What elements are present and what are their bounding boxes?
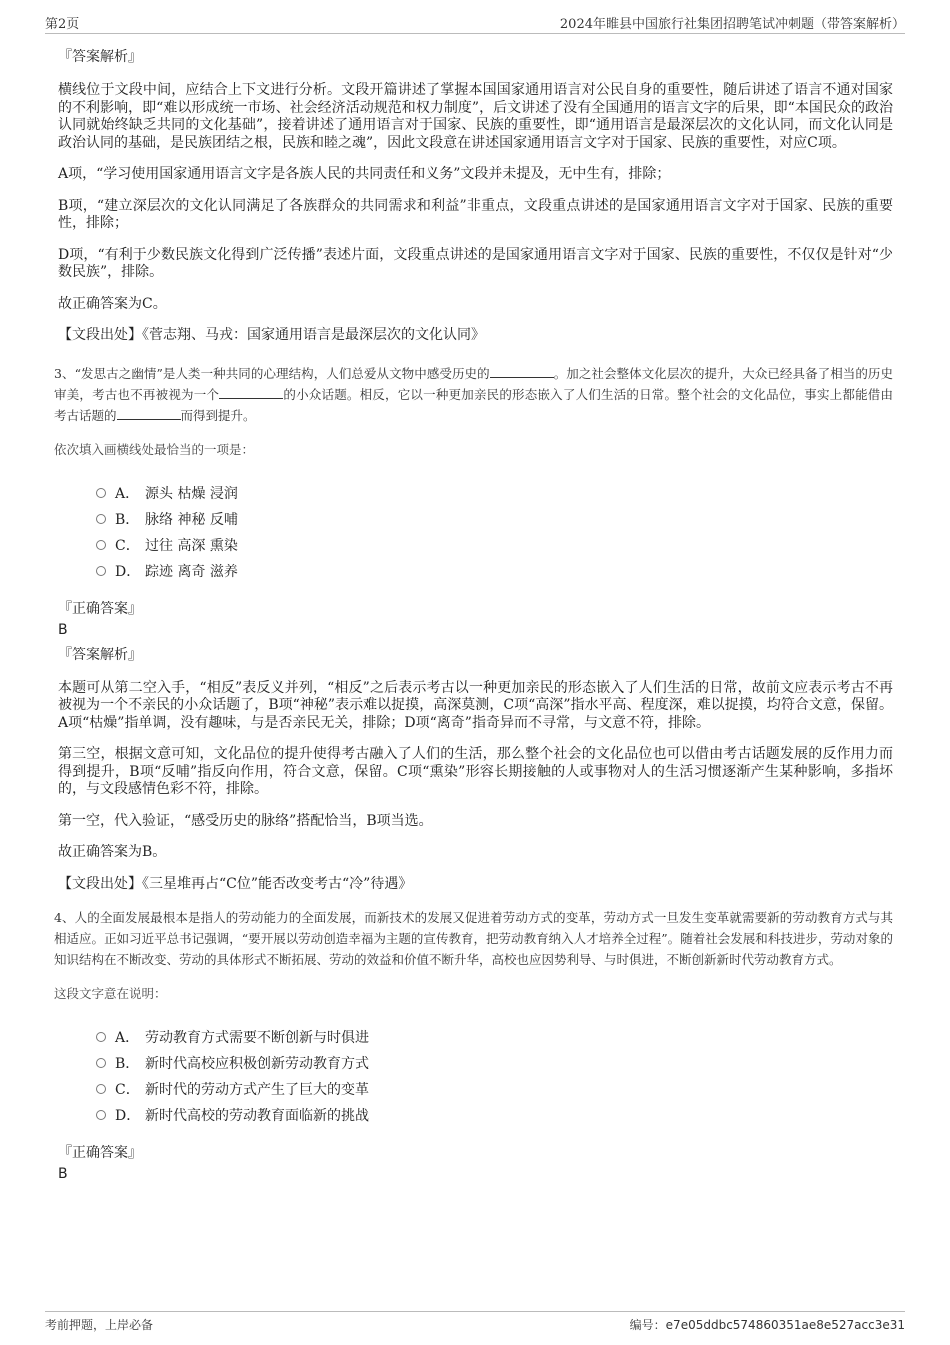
option-list <box>96 480 893 584</box>
option-a[interactable]: A． 劳动教育方式需要不断创新与时俱进 <box>96 1024 893 1050</box>
correct-answer-label: 『正确答案』 <box>58 1145 142 1161</box>
radio-icon[interactable] <box>96 488 106 498</box>
main-content <box>54 46 893 1188</box>
radio-icon[interactable] <box>96 514 106 524</box>
option-c[interactable]: C． 过往 高深 熏染 <box>96 532 893 558</box>
page-footer <box>45 1311 905 1333</box>
page-number: 第2页 <box>45 17 80 32</box>
analysis-paragraph: 本题可从第二空入手，“相反”表反义并列，“相反”之后表示考古以一种更加亲民的形态嵌入了人们生活的日常，故前文应表示考古不再被视为一个不亲民的小众话题了，B项“神秘”表示难以捉摸，高深莫测，C项“高深”指水平高、程度深，难以捉摸，均符合文意，保留。A项“枯燥”指单调，没有趣味，与是否亲民无关，排除；D项“离奇”指奇异而不寻常，与文意不符，排除。 <box>58 679 893 731</box>
option-a[interactable]: A． 源头 枯燥 浸润 <box>96 480 893 506</box>
question-4 <box>54 907 893 1182</box>
correct-answer-label: 『正确答案』 <box>58 600 142 617</box>
question-prompt: 这段文字意在说明： <box>54 986 167 1001</box>
question-prompt: 依次填入画横线处最恰当的一项是： <box>54 441 255 457</box>
footer-slogan: 考前押题，上岸必备 <box>45 1318 154 1332</box>
radio-icon[interactable] <box>96 1110 106 1120</box>
radio-icon[interactable] <box>96 1032 106 1042</box>
option-d[interactable]: D． 踪迹 离奇 滋养 <box>96 558 893 584</box>
document-code: 编号：e7e05ddbc574860351ae8e527acc3e31 <box>629 1318 905 1332</box>
analysis-label: 『答案解析』 <box>58 646 142 663</box>
option-list <box>96 1024 893 1128</box>
question-stem: 4、人的全面发展最根本是指人的劳动能力的全面发展，而新技术的发展又促进着劳动方式的变革，劳动方式一旦发生变革就需要新的劳动教育方式与其相适应。正如习近平总书记强调，“要开展以劳动创造幸福为主题的宣传教育，把劳动教育纳入人才培养全过程”。随着社会发展和科技进步，劳动对象的知识结构在不断改变、劳动的具体形式不断拓展、劳动的效益和价值不断升华，高校也应因势利导、与时俱进，不断创新新时代劳动教育方式。 <box>54 910 893 967</box>
option-c[interactable]: C． 新时代的劳动方式产生了巨大的变革 <box>96 1076 893 1102</box>
analysis-paragraph: D项，“有利于少数民族文化得到广泛传播”表述片面，文段重点讲述的是国家通用语言文字对于国家、民族的重要性，不仅仅是针对“少数民族”，排除。 <box>58 246 893 280</box>
radio-icon[interactable] <box>96 1058 106 1068</box>
analysis-paragraph: B项，“建立深层次的文化认同满足了各族群众的共同需求和利益”非重点，文段重点讲述的是国家通用语言文字对于国家、民族的重要性，排除； <box>58 197 893 231</box>
analysis-paragraph: A项，“学习使用国家通用语言文字是各族人民的共同责任和义务”文段并未提及，无中生有，排除； <box>58 166 671 182</box>
analysis-section-q2 <box>58 46 893 345</box>
question-stem: 3、“发思古之幽情”是人类一种共同的心理结构，人们总爱从文物中感受历史的 。加之社会整体文化层次的提升，大众已经具备了相当的历史审美，考古也不再被视为一个 的小众话题。相反，它以一种更加亲民的形态嵌入了人们生活的日常。整个社会的文化品位，事实上都能借由考古话题的 而得到提升。 <box>54 365 893 423</box>
radio-icon[interactable] <box>96 540 106 550</box>
correct-answer: B <box>58 1166 68 1182</box>
option-d[interactable]: D． 新时代高校的劳动教育面临新的挑战 <box>96 1102 893 1128</box>
analysis-paragraph: 横线位于文段中间，应结合上下文进行分析。文段开篇讲述了掌握本国国家通用语言对公民自身的重要性，随后讲述了语言不通对国家的不利影响，即“难以形成统一市场、社会经济活动规范和权力制度”，后文讲述了没有全国通用的语言文字的后果，即“本国民众的政治认同就始终缺乏共同的文化基础”，接着讲述了通用语言对于国家、民族的重要性，即“通用语言是最深层次的文化认同，而文化认同是政治认同的基础，是民族团结之根，民族和睦之魂”，因此文段意在讲述国家通用语言文字对于国家、民族的重要性，对应C项。 <box>58 82 893 151</box>
correct-answer: B <box>58 621 68 638</box>
option-b[interactable]: B． 新时代高校应积极创新劳动教育方式 <box>96 1050 893 1076</box>
fill-blank <box>490 365 554 378</box>
analysis-paragraph: 第一空，代入验证，“感受历史的脉络”搭配恰当，B项当选。 <box>58 812 433 829</box>
source-citation: 【文段出处】《三星堆再占“C位”能否改变考古“冷”待遇》 <box>58 875 413 892</box>
answer-conclusion: 故正确答案为B。 <box>58 844 167 860</box>
analysis-label: 『答案解析』 <box>58 49 142 65</box>
fill-blank <box>219 386 283 399</box>
answer-conclusion: 故正确答案为C。 <box>58 295 167 312</box>
page-header <box>45 13 905 34</box>
radio-icon[interactable] <box>96 566 106 576</box>
question-3 <box>54 363 893 894</box>
analysis-paragraph: 第三空，根据文意可知，文化品位的提升使得考古融入了人们的生活，那么整个社会的文化品位也可以借由考古话题发展的反作用力而得到提升，B项“反哺”指反向作用，符合文意，保留。C项“熏染”形容长期接触的人或事物对人的生活习惯逐渐产生某种影响，多指坏的，与文段感情色彩不符，排除。 <box>58 746 893 797</box>
option-b[interactable]: B． 脉络 神秘 反哺 <box>96 506 893 532</box>
radio-icon[interactable] <box>96 1084 106 1094</box>
fill-blank <box>117 407 181 420</box>
document-title: 2024年睢县中国旅行社集团招聘笔试冲刺题（带答案解析） <box>559 17 905 32</box>
source-citation: 【文段出处】《菅志翔、马戎：国家通用语言是最深层次的文化认同》 <box>58 327 485 343</box>
